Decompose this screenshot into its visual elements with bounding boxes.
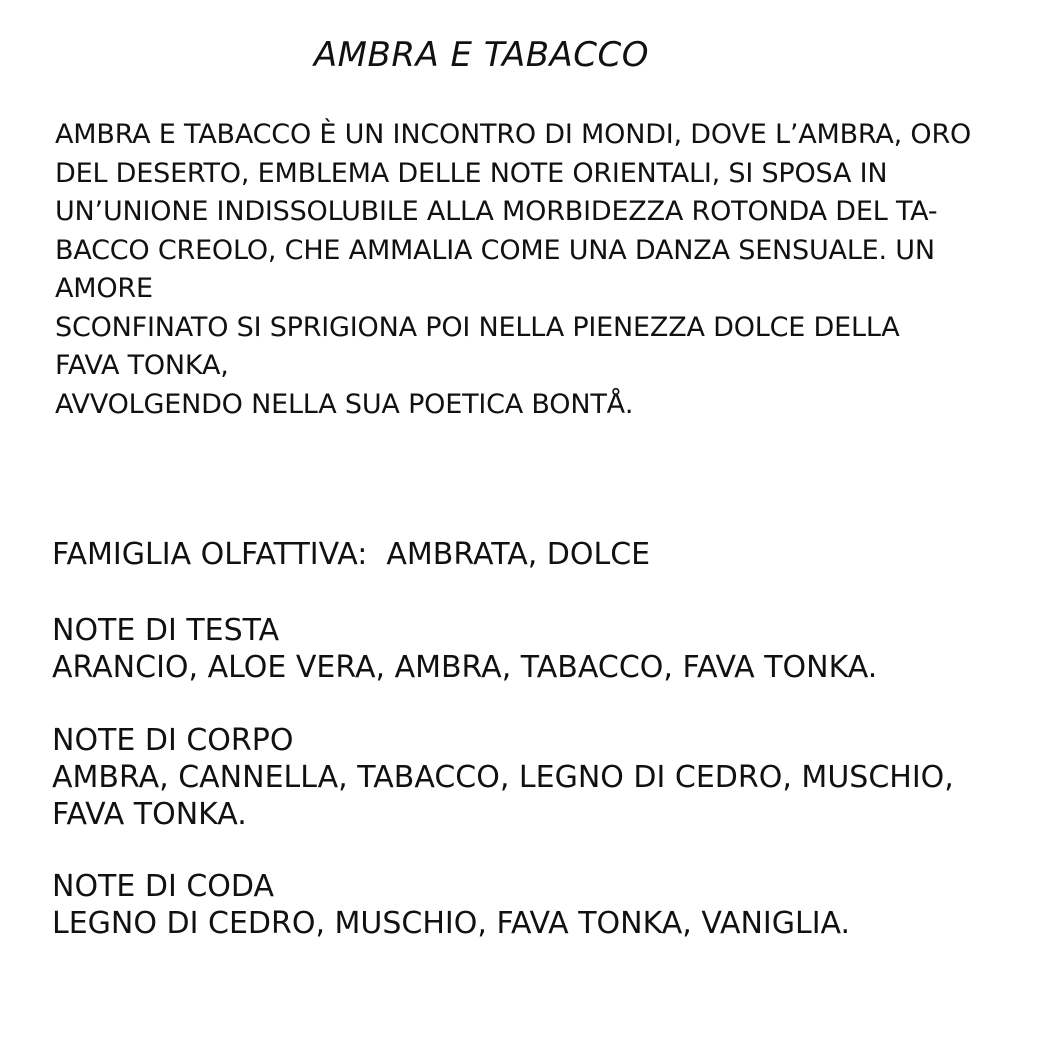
page-title: AMBRA E TABACCO	[313, 34, 650, 75]
description-line: UN’UNIONE INDISSOLUBILE ALLA MORBIDEZZA ROTONDA DEL TA-	[55, 196, 938, 227]
description-line: FAVA TONKA,	[55, 350, 229, 381]
description-line: AMBRA E TABACCO È UN INCONTRO DI MONDI, DOVE L’AMBRA, ORO	[55, 119, 972, 150]
olfactory-family: FAMIGLIA OLFATTIVA: AMBRATA, DOLCE	[52, 537, 651, 572]
base-notes-section	[52, 868, 1022, 942]
description-line: DEL DESERTO, EMBLEMA DELLE NOTE ORIENTALI, SI SPOSA IN	[55, 157, 888, 189]
top-notes-section	[52, 612, 1022, 686]
description-line: AMORE	[55, 273, 153, 304]
heart-notes-list: FAVA TONKA.	[52, 797, 247, 832]
heart-notes-section	[52, 722, 1022, 833]
description-line: SCONFINATO SI SPRIGIONA POI NELLA PIENEZZA DOLCE DELLA	[55, 311, 900, 343]
base-notes-list: LEGNO DI CEDRO, MUSCHIO, FAVA TONKA, VANIGLIA.	[52, 906, 851, 941]
description-line: AVVOLGENDO NELLA SUA POETICA BONTÅ.	[55, 388, 634, 420]
base-notes-heading: NOTE DI CODA	[52, 869, 275, 904]
top-notes-heading: NOTE DI TESTA	[52, 613, 280, 648]
top-notes-list: ARANCIO, ALOE VERA, AMBRA, TABACCO, FAVA TONKA.	[52, 650, 878, 685]
heart-notes-list: AMBRA, CANNELLA, TABACCO, LEGNO DI CEDRO, MUSCHIO,	[52, 760, 954, 795]
heart-notes-heading: NOTE DI CORPO	[52, 723, 294, 758]
description-paragraph	[55, 116, 1015, 424]
description-line: BACCO CREOLO, CHE AMMALIA COME UNA DANZA SENSUALE. UN	[55, 234, 935, 266]
